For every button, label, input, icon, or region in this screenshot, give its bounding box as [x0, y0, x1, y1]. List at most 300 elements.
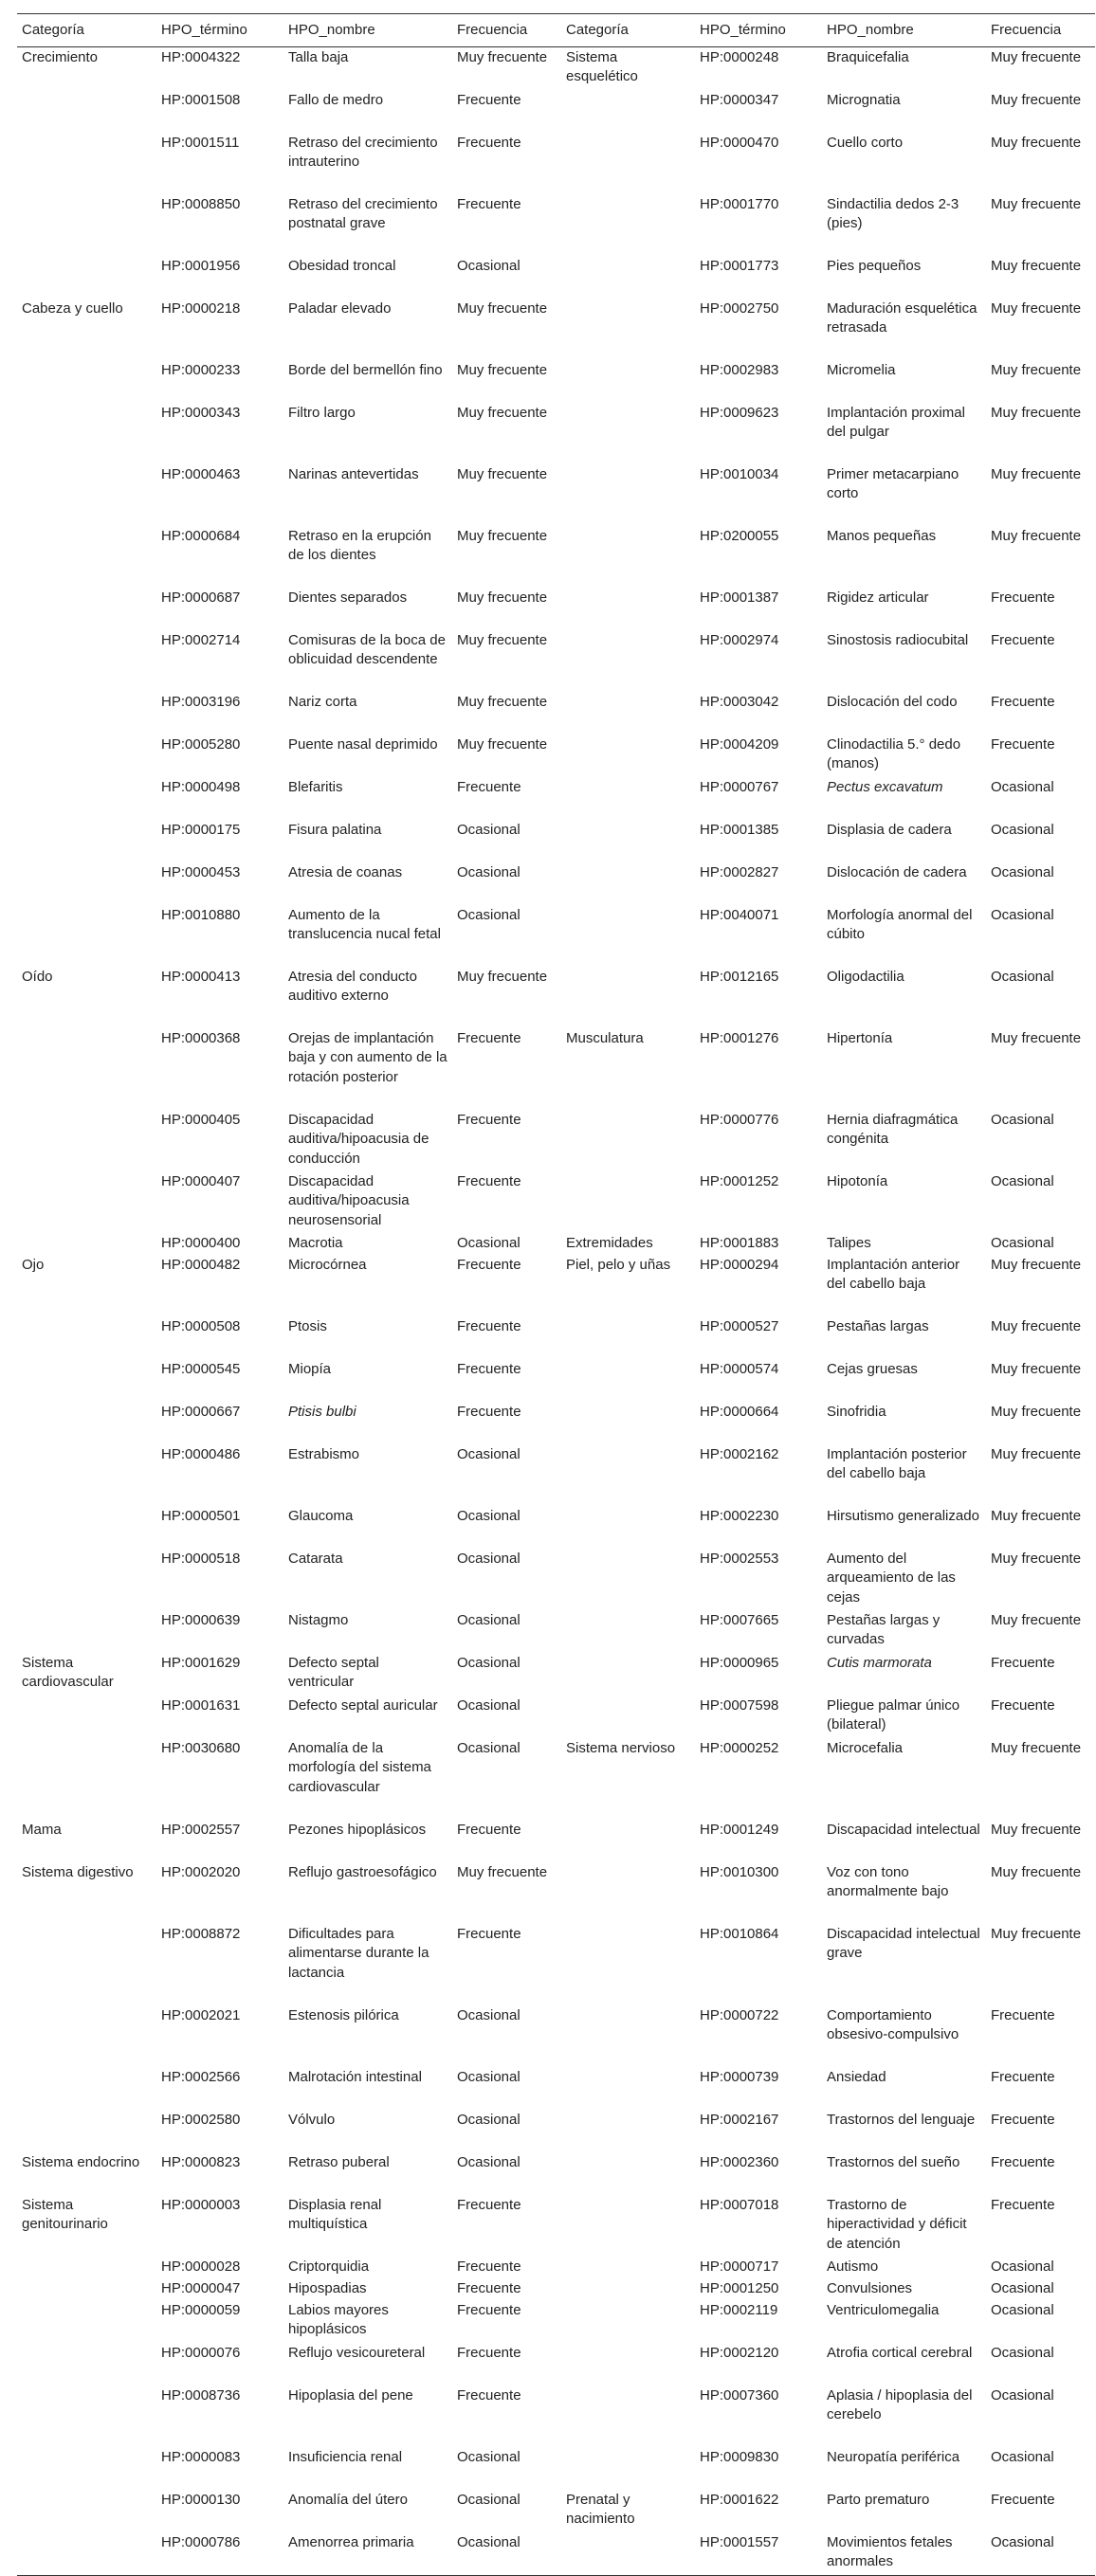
category-right-cell	[561, 2067, 695, 2110]
hpo-term-right-cell: HP:0009830	[700, 2448, 779, 2465]
frequency-right-cell: Ocasional	[991, 2386, 1054, 2404]
hpo-name-right-cell: Hipertonía	[827, 1029, 893, 1046]
category-right-cell: Sistema nervioso	[566, 1739, 676, 1756]
category-right-cell	[561, 630, 695, 692]
frequency-left-cell: Frecuente	[457, 1403, 521, 1420]
frequency-left-cell: Frecuente	[457, 778, 521, 795]
table-row	[17, 1696, 1095, 1738]
frequency-right-cell: Ocasional	[991, 2448, 1054, 2465]
hpo-term-left-cell: HP:0005280	[161, 735, 241, 753]
hpo-term-right-cell: HP:0001250	[700, 2279, 779, 2296]
hpo-name-left-cell: Catarata	[288, 1550, 343, 1567]
hpo-name-right-cell: Aumento del arqueamiento de las cejas	[827, 1550, 956, 1605]
hpo-name-left-cell: Reflujo gastroesofágico	[288, 1863, 437, 1880]
hpo-name-right-cell: Implantación posterior del cabello baja	[827, 1445, 967, 1481]
header-categoria-left: Categoría	[17, 14, 156, 47]
hpo-name-left-cell: Aumento de la translucencia nucal fetal	[288, 906, 441, 942]
category-left-cell: Crecimiento	[22, 48, 99, 65]
hpo-term-left-cell: HP:0000823	[161, 2153, 241, 2170]
hpo-name-right-cell: Pies pequeños	[827, 257, 922, 274]
hpo-name-right-cell: Discapacidad intelectual	[827, 1821, 980, 1838]
category-right-cell	[561, 299, 695, 360]
frequency-right-cell: Muy frecuente	[991, 361, 1082, 378]
category-right-cell	[561, 2447, 695, 2490]
hpo-term-right-cell: HP:0004209	[700, 735, 779, 753]
frequency-right-cell: Muy frecuente	[991, 1256, 1082, 1273]
hpo-name-right-cell: Clinodactilia 5.° dedo (manos)	[827, 735, 961, 771]
hpo-term-left-cell: HP:0002714	[161, 631, 241, 648]
hpo-term-left-cell: HP:0000233	[161, 361, 241, 378]
frequency-left-cell: Frecuente	[457, 2196, 521, 2213]
hpo-name-right-cell: Microcefalia	[827, 1739, 904, 1756]
table-row	[17, 1610, 1095, 1653]
hpo-term-left-cell: HP:0000003	[161, 2196, 241, 2213]
hpo-name-left-cell: Microcórnea	[288, 1256, 367, 1273]
frequency-right-cell: Muy frecuente	[991, 1821, 1082, 1838]
hpo-term-right-cell: HP:0000722	[700, 2006, 779, 2023]
hpo-term-left-cell: HP:0008872	[161, 1925, 241, 1942]
category-right-cell	[561, 2343, 695, 2386]
hpo-term-left-cell: HP:0000407	[161, 1172, 241, 1189]
frequency-left-cell: Muy frecuente	[457, 299, 548, 317]
hpo-name-left-cell: Borde del bermellón fino	[288, 361, 443, 378]
frequency-left-cell: Muy frecuente	[457, 968, 548, 985]
hpo-term-left-cell: HP:0001511	[161, 134, 240, 151]
hpo-term-right-cell: HP:0000739	[700, 2068, 779, 2085]
hpo-name-left-cell: Hipospadias	[288, 2279, 367, 2296]
hpo-term-left-cell: HP:0000453	[161, 863, 241, 880]
hpo-term-right-cell: HP:0000527	[700, 1317, 779, 1334]
category-right-cell: Extremidades	[566, 1234, 653, 1251]
category-right-cell: Piel, pelo y uñas	[566, 1256, 671, 1273]
hpo-term-right-cell: HP:0200055	[700, 527, 779, 544]
header-categoria-right: Categoría	[561, 14, 695, 47]
category-right-cell	[561, 588, 695, 630]
hpo-name-right-cell: Primer metacarpiano corto	[827, 465, 959, 501]
frequency-right-cell: Frecuente	[991, 2068, 1055, 2085]
frequency-right-cell: Ocasional	[991, 863, 1054, 880]
hpo-name-right-cell: Neuropatía periférica	[827, 2448, 960, 2465]
hpo-name-left-cell: Atresia del conducto auditivo externo	[288, 968, 417, 1004]
table-row	[17, 133, 1095, 194]
table-container	[17, 13, 1095, 2576]
category-left-cell	[17, 735, 156, 777]
hpo-name-left-cell: Retraso puberal	[288, 2153, 390, 2170]
hpo-name-left-cell: Nistagmo	[288, 1611, 349, 1628]
frequency-left-cell: Ocasional	[457, 2111, 521, 2128]
hpo-term-left-cell: HP:0000413	[161, 968, 241, 985]
table-row	[17, 90, 1095, 133]
category-right-cell	[561, 692, 695, 735]
frequency-left-cell: Ocasional	[457, 2153, 521, 2170]
hpo-term-left-cell: HP:0000786	[156, 2532, 283, 2576]
frequency-right-cell: Muy frecuente	[991, 1507, 1082, 1524]
hpo-name-right-cell: Cuello corto	[827, 134, 904, 151]
header-frecuencia-left: Frecuencia	[452, 14, 561, 47]
hpo-name-right-cell: Rigidez articular	[827, 589, 929, 606]
hpo-term-right-cell: HP:0009623	[700, 404, 779, 421]
table-row	[17, 630, 1095, 692]
hpo-term-right-cell: HP:0012165	[700, 968, 779, 985]
table-row	[17, 1233, 1095, 1255]
category-left-cell	[17, 2300, 156, 2343]
category-left-cell: Sistema digestivo	[22, 1863, 134, 1880]
table-row	[17, 1924, 1095, 2005]
table-row	[17, 360, 1095, 403]
hpo-term-right-cell: HP:0000470	[700, 134, 779, 151]
frequency-left-cell: Ocasional	[457, 863, 521, 880]
header-hpo-termino-right: HPO_término	[695, 14, 822, 47]
category-left-cell	[17, 820, 156, 862]
hpo-term-left-cell: HP:0000508	[161, 1317, 241, 1334]
hpo-term-right-cell: HP:0000574	[700, 1360, 779, 1377]
frequency-right-cell: Frecuente	[991, 589, 1055, 606]
category-right-cell: Prenatal y nacimiento	[566, 2491, 635, 2527]
hpo-term-left-cell: HP:0000083	[161, 2448, 241, 2465]
hpo-name-left-cell: Defecto septal auricular	[288, 1696, 438, 1714]
table-row	[17, 256, 1095, 299]
hpo-name-right-cell: Atrofia cortical cerebral	[827, 2344, 973, 2361]
frequency-left-cell: Ocasional	[457, 1234, 521, 1251]
hpo-term-right-cell: HP:0001249	[700, 1821, 779, 1838]
hpo-name-right-cell: Sinofridia	[827, 1403, 886, 1420]
table-row	[17, 464, 1095, 526]
hpo-name-right-cell: Pestañas largas y curvadas	[827, 1611, 941, 1647]
frequency-right-cell: Muy frecuente	[991, 527, 1082, 544]
hpo-term-right-cell: HP:0000717	[700, 2258, 779, 2275]
hpo-term-left-cell: HP:0000545	[161, 1360, 241, 1377]
frequency-right-cell: Frecuente	[991, 1696, 1055, 1714]
frequency-right-cell: Muy frecuente	[991, 134, 1082, 151]
hpo-name-left-cell: Glaucoma	[288, 1507, 354, 1524]
hpo-term-right-cell: HP:0040071	[700, 906, 779, 923]
hpo-term-right-cell: HP:0002974	[700, 631, 779, 648]
category-left-cell: Oído	[22, 968, 53, 985]
table-row	[17, 692, 1095, 735]
category-right-cell	[561, 360, 695, 403]
hpo-name-right-cell: Implantación anterior del cabello baja	[827, 1256, 960, 1292]
hpo-term-left-cell: HP:0000076	[161, 2344, 241, 2361]
frequency-left-cell: Ocasional	[457, 2448, 521, 2465]
hpo-name-right-cell: Dislocación del codo	[827, 693, 958, 710]
frequency-left-cell: Frecuente	[457, 2386, 521, 2404]
hpo-name-left-cell: Criptorquidia	[288, 2258, 370, 2275]
hpo-term-right-cell: HP:0001883	[700, 1234, 779, 1251]
table-row	[17, 2195, 1095, 2257]
hpo-term-right-cell: HP:0002119	[700, 2301, 778, 2318]
hpo-name-left-cell: Fallo de medro	[288, 91, 384, 108]
frequency-right-cell: Ocasional	[991, 821, 1054, 838]
category-left-cell	[17, 905, 156, 967]
hpo-name-right-cell: Hirsutismo generalizado	[827, 1507, 979, 1524]
hpo-name-left-cell: Comisuras de la boca de oblicuidad descendente	[288, 631, 446, 667]
table-row	[17, 1402, 1095, 1444]
category-right-cell	[561, 464, 695, 526]
table-row	[17, 1255, 1095, 1316]
table-row	[17, 820, 1095, 862]
hpo-term-left-cell: HP:0000684	[161, 527, 241, 544]
category-right-cell	[561, 403, 695, 464]
hpo-term-right-cell: HP:0007360	[700, 2386, 779, 2404]
category-left-cell	[17, 1359, 156, 1402]
hpo-term-right-cell: HP:0000776	[700, 1111, 779, 1128]
category-left-cell: Ojo	[22, 1256, 45, 1273]
hpo-term-right-cell: HP:0001385	[700, 821, 779, 838]
table-row	[17, 905, 1095, 967]
hpo-term-left-cell: HP:0001631	[161, 1696, 241, 1714]
hpo-term-left-cell: HP:0000400	[161, 1234, 241, 1251]
hpo-term-right-cell: HP:0000664	[700, 1403, 779, 1420]
hpo-term-right-cell: HP:0002360	[700, 2153, 779, 2170]
hpo-name-left-cell: Estenosis pilórica	[288, 2006, 399, 2023]
frequency-left-cell: Ocasional	[457, 821, 521, 838]
hpo-name-right-cell: Autismo	[827, 2258, 879, 2275]
hpo-term-right-cell: HP:0002827	[700, 863, 779, 880]
frequency-right-cell: Ocasional	[991, 2301, 1054, 2318]
table-row	[17, 2257, 1095, 2278]
hpo-term-right-cell: HP:0000347	[700, 91, 779, 108]
hpo-name-right-cell: Cutis marmorata	[827, 1654, 932, 1671]
category-left-cell	[17, 90, 156, 133]
table-row	[17, 403, 1095, 464]
hpo-term-right-cell: HP:0001387	[700, 589, 779, 606]
category-left-cell	[17, 2532, 156, 2576]
frequency-right-cell: Ocasional	[991, 2279, 1054, 2296]
category-left-cell	[17, 1233, 156, 1255]
hpo-name-left-cell: Vólvulo	[288, 2111, 336, 2128]
category-right-cell	[561, 1696, 695, 1738]
category-right-cell	[561, 1610, 695, 1653]
hpo-name-left-cell: Reflujo vesicoureteral	[288, 2344, 426, 2361]
frequency-left-cell: Ocasional	[457, 2491, 521, 2508]
frequency-left-cell: Ocasional	[457, 1611, 521, 1628]
frequency-right-cell: Frecuente	[991, 2111, 1055, 2128]
hpo-term-left-cell: HP:0008736	[161, 2386, 241, 2404]
hpo-name-right-cell: Morfología anormal del cúbito	[827, 906, 973, 942]
frequency-left-cell: Frecuente	[457, 1256, 521, 1273]
frequency-right-cell: Muy frecuente	[991, 1611, 1082, 1628]
table-row	[17, 2490, 1095, 2532]
table-row	[17, 1028, 1095, 1110]
frequency-right-cell: Muy frecuente	[991, 1360, 1082, 1377]
hpo-name-left-cell: Filtro largo	[288, 404, 356, 421]
hpo-name-right-cell: Manos pequeñas	[827, 527, 937, 544]
table-row	[17, 1549, 1095, 1610]
category-right-cell	[561, 1444, 695, 1506]
hpo-name-left-cell: Amenorrea primaria	[283, 2532, 452, 2576]
category-left-cell	[17, 2067, 156, 2110]
hpo-term-left-cell: HP:0000463	[161, 465, 241, 482]
category-right-cell	[561, 820, 695, 862]
hpo-term-left-cell: HP:0000175	[161, 821, 241, 838]
hpo-name-left-cell: Ptosis	[288, 1317, 327, 1334]
frequency-left-cell: Frecuente	[457, 134, 521, 151]
table-row	[17, 1862, 1095, 1924]
hpo-name-left-cell: Atresia de coanas	[288, 863, 403, 880]
table-row	[17, 1506, 1095, 1549]
hpo-name-right-cell: Trastornos del sueño	[827, 2153, 960, 2170]
frequency-left-cell: Muy frecuente	[457, 589, 548, 606]
hpo-name-right-cell: Comportamiento obsesivo-compulsivo	[827, 2006, 959, 2042]
hpo-name-left-cell: Obesidad troncal	[288, 257, 396, 274]
table-row	[17, 2005, 1095, 2067]
category-left-cell	[17, 1402, 156, 1444]
category-left-cell: Sistema endocrino	[22, 2153, 140, 2170]
header-hpo-termino-left: HPO_término	[156, 14, 283, 47]
hpo-term-left-cell: HP:0003196	[161, 693, 241, 710]
hpo-name-right-cell: Sindactilia dedos 2-3 (pies)	[827, 195, 959, 231]
hpo-term-right-cell: HP:0000965	[700, 1654, 779, 1671]
hpo-name-right-cell: Dislocación de cadera	[827, 863, 967, 880]
hpo-name-left-cell: Estrabismo	[288, 1445, 360, 1462]
hpo-name-left-cell: Dificultades para alimentarse durante la lactancia	[288, 1925, 429, 1981]
category-left-cell	[17, 2110, 156, 2152]
category-left-cell: Sistema cardiovascular	[22, 1654, 114, 1690]
frequency-left-cell: Ocasional	[457, 906, 521, 923]
category-left-cell	[17, 1444, 156, 1506]
category-left-cell	[17, 2386, 156, 2447]
hpo-term-left-cell: HP:0002580	[161, 2111, 241, 2128]
category-left-cell	[17, 777, 156, 820]
hpo-term-right-cell: HP:0002162	[700, 1445, 779, 1462]
hpo-term-right-cell: HP:0001622	[700, 2491, 779, 2508]
hpo-table	[17, 13, 1095, 2576]
frequency-left-cell: Ocasional	[457, 1654, 521, 1671]
category-left-cell	[17, 1506, 156, 1549]
hpo-name-left-cell: Anomalía del útero	[288, 2491, 408, 2508]
hpo-term-right-cell: HP:0001557	[695, 2532, 822, 2576]
category-right-cell	[561, 1506, 695, 1549]
hpo-term-left-cell: HP:0000518	[161, 1550, 241, 1567]
frequency-left-cell: Muy frecuente	[457, 48, 548, 65]
frequency-left-cell: Muy frecuente	[457, 527, 548, 544]
hpo-name-right-cell: Trastornos del lenguaje	[827, 2111, 976, 2128]
category-left-cell	[17, 256, 156, 299]
hpo-name-left-cell: Discapacidad auditiva/hipoacusia de conducción	[288, 1111, 429, 1167]
frequency-left-cell: Frecuente	[457, 2258, 521, 2275]
category-left-cell	[17, 2490, 156, 2532]
frequency-right-cell: Muy frecuente	[991, 257, 1082, 274]
hpo-name-right-cell: Aplasia / hipoplasia del cerebelo	[827, 2386, 973, 2422]
frequency-right-cell: Ocasional	[991, 1111, 1054, 1128]
hpo-name-left-cell: Labios mayores hipoplásicos	[288, 2301, 389, 2337]
frequency-right-cell: Muy frecuente	[991, 1925, 1082, 1942]
hpo-term-left-cell: HP:0000501	[161, 1507, 241, 1524]
hpo-term-right-cell: HP:0007598	[700, 1696, 779, 1714]
header-hpo-nombre-left: HPO_nombre	[283, 14, 452, 47]
table-row	[17, 1444, 1095, 1506]
frequency-right-cell: Muy frecuente	[991, 465, 1082, 482]
category-left-cell	[17, 2343, 156, 2386]
hpo-name-right-cell: Implantación proximal del pulgar	[827, 404, 965, 440]
category-right-cell	[561, 1820, 695, 1862]
table-row	[17, 1653, 1095, 1696]
frequency-left-cell: Frecuente	[457, 1317, 521, 1334]
hpo-name-right-cell: Hipotonía	[827, 1172, 888, 1189]
frequency-right-cell: Muy frecuente	[991, 1863, 1082, 1880]
hpo-name-right-cell: Voz con tono anormalmente bajo	[827, 1863, 949, 1899]
hpo-term-right-cell: HP:0007018	[700, 2196, 779, 2213]
table-row	[17, 299, 1095, 360]
hpo-name-left-cell: Discapacidad auditiva/hipoacusia neurosensorial	[288, 1172, 410, 1228]
frequency-left-cell: Frecuente	[457, 1360, 521, 1377]
frequency-right-cell: Muy frecuente	[991, 195, 1082, 212]
hpo-name-left-cell: Fisura palatina	[288, 821, 382, 838]
hpo-name-left-cell: Narinas antevertidas	[288, 465, 419, 482]
frequency-left-cell: Ocasional	[457, 1550, 521, 1567]
hpo-term-left-cell: HP:0001956	[161, 257, 241, 274]
frequency-right-cell: Frecuente	[991, 2006, 1055, 2023]
hpo-name-left-cell: Retraso del crecimiento intrauterino	[288, 134, 438, 170]
table-row	[17, 2278, 1095, 2300]
hpo-term-right-cell: HP:0003042	[700, 693, 779, 710]
hpo-term-left-cell: HP:0000218	[161, 299, 241, 317]
hpo-term-left-cell: HP:0001508	[161, 91, 241, 108]
hpo-term-left-cell: HP:0000368	[161, 1029, 241, 1046]
table-row	[17, 777, 1095, 820]
frequency-right-cell: Frecuente	[991, 2153, 1055, 2170]
hpo-term-left-cell: HP:0004322	[161, 48, 241, 65]
hpo-term-left-cell: HP:0002021	[161, 2006, 241, 2023]
hpo-name-right-cell: Trastorno de hiperactividad y déficit de atención	[827, 2196, 967, 2252]
hpo-name-left-cell: Nariz corta	[288, 693, 357, 710]
hpo-name-left-cell: Paladar elevado	[288, 299, 392, 317]
frequency-left-cell: Ocasional	[457, 2068, 521, 2085]
category-right-cell: Sistema esquelético	[566, 48, 638, 84]
table-row	[17, 194, 1095, 256]
hpo-term-right-cell: HP:0000252	[700, 1739, 779, 1756]
table-row	[17, 2447, 1095, 2490]
category-right-cell	[561, 1653, 695, 1696]
category-right-cell	[561, 2532, 695, 2576]
table-row	[17, 1738, 1095, 1820]
frequency-right-cell: Ocasional	[991, 906, 1054, 923]
hpo-term-left-cell: HP:0000405	[161, 1111, 241, 1128]
frequency-right-cell: Muy frecuente	[991, 1029, 1082, 1046]
category-left-cell	[17, 2005, 156, 2067]
frequency-left-cell: Muy frecuente	[457, 404, 548, 421]
frequency-left-cell: Frecuente	[457, 1111, 521, 1128]
frequency-right-cell: Frecuente	[991, 2196, 1055, 2213]
category-right-cell	[561, 2005, 695, 2067]
category-left-cell	[17, 1171, 156, 1233]
table-row	[17, 2386, 1095, 2447]
hpo-name-right-cell: Pliegue palmar único (bilateral)	[827, 1696, 960, 1732]
frequency-left-cell: Frecuente	[457, 1821, 521, 1838]
frequency-right-cell: Muy frecuente	[991, 404, 1082, 421]
frequency-left-cell: Ocasional	[457, 1739, 521, 1756]
hpo-name-left-cell: Ptisis bulbi	[288, 1403, 356, 1420]
hpo-term-right-cell: HP:0000767	[700, 778, 779, 795]
category-left-cell	[17, 133, 156, 194]
category-left-cell	[17, 1110, 156, 1171]
category-left-cell	[17, 692, 156, 735]
hpo-term-left-cell: HP:0000047	[161, 2279, 241, 2296]
category-left-cell	[17, 2278, 156, 2300]
category-right-cell	[561, 1359, 695, 1402]
hpo-name-left-cell: Malrotación intestinal	[288, 2068, 422, 2085]
hpo-name-left-cell: Hipoplasia del pene	[288, 2386, 413, 2404]
table-row	[17, 862, 1095, 905]
table-row	[17, 2152, 1095, 2195]
frequency-left-cell: Muy frecuente	[457, 631, 548, 648]
category-left-cell	[17, 403, 156, 464]
hpo-name-right-cell: Micromelia	[827, 361, 896, 378]
hpo-term-left-cell: HP:0030680	[161, 1739, 241, 1756]
hpo-term-right-cell: HP:0001252	[700, 1172, 779, 1189]
frequency-left-cell: Ocasional	[452, 2532, 561, 2576]
frequency-right-cell: Ocasional	[991, 2344, 1054, 2361]
